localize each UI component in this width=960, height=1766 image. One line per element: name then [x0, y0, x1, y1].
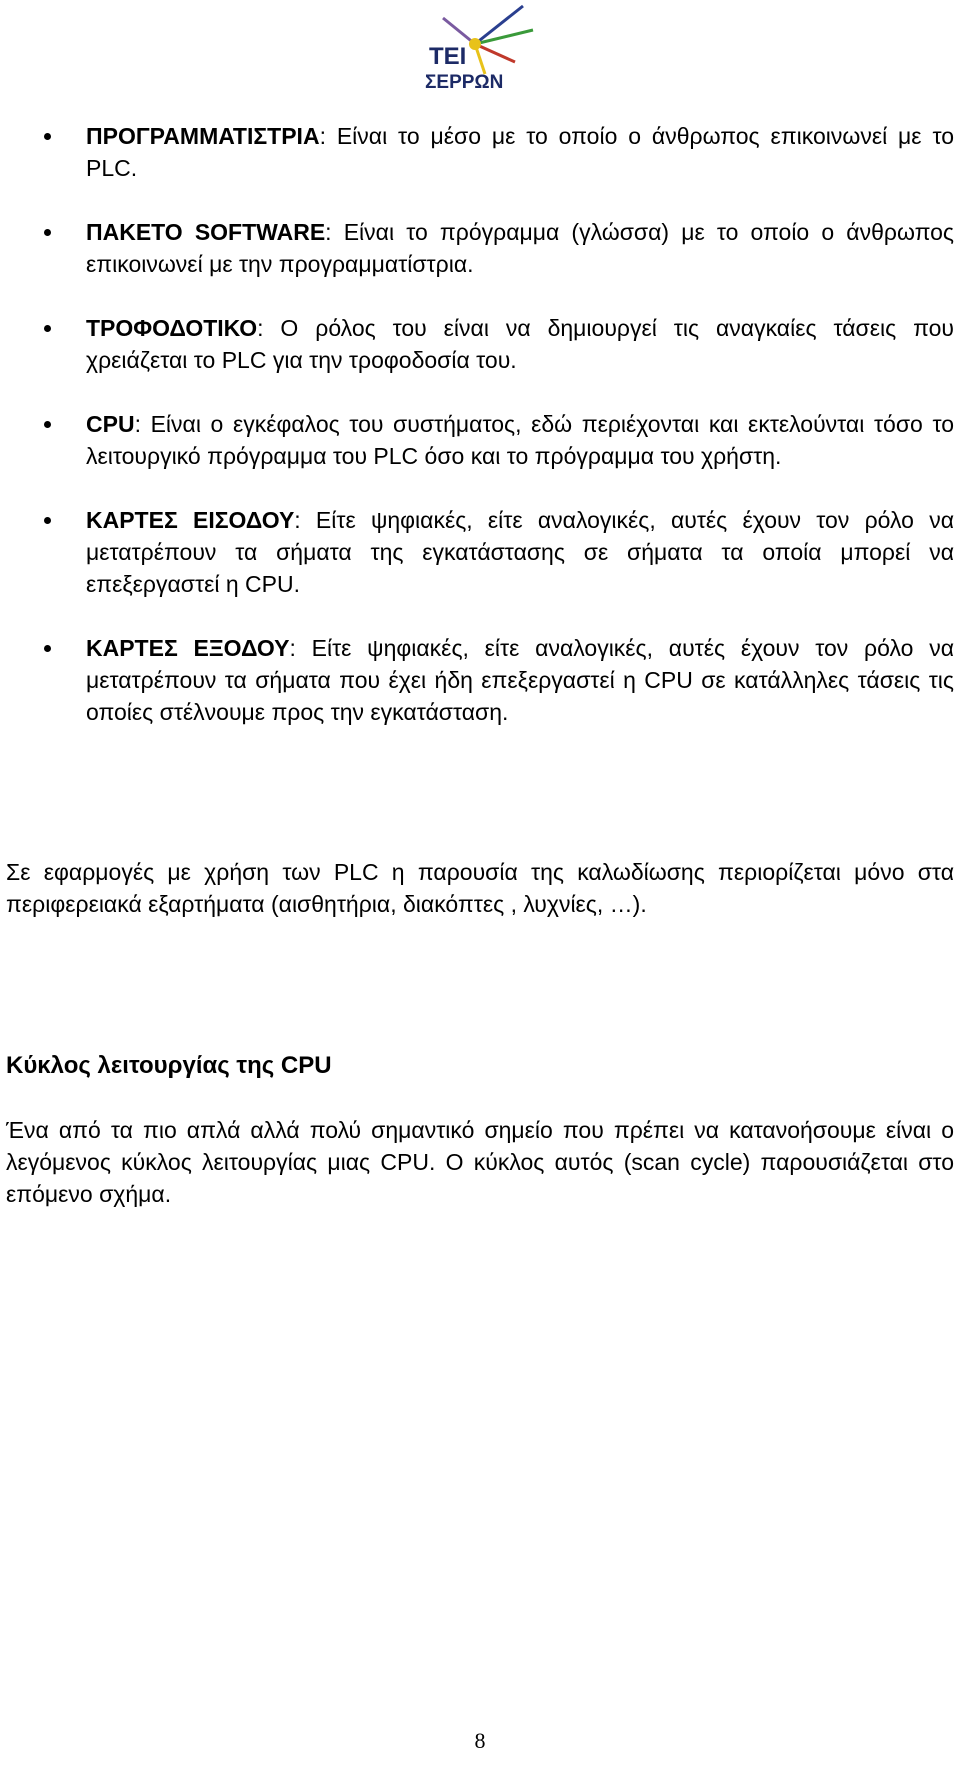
bullet-item — [0, 408, 960, 472]
logo-text-tei: ΤΕΙ — [429, 43, 467, 70]
bullet-term: ΚΑΡΤΕΣ ΕΞΟΔΟΥ — [86, 635, 290, 661]
page-number: 8 — [474, 1728, 486, 1753]
bullet-term: ΤΡΟΦΟΔΟΤΙΚΟ — [86, 315, 258, 341]
bullet-text: : Είτε ψηφιακές, είτε αναλογικές, αυτές έχουν τον ρόλο να μετατρέπουν τα σήματα της εγκατάστασης σε σήματα τα οποία μπορεί να επεξεργαστεί η CPU. — [86, 507, 954, 597]
bullet-text: : Είναι ο εγκέφαλος του συστήματος, εδώ περιέχονται και εκτελούνται τόσο το λειτουργικό πρόγραμμα του PLC όσο και το πρόγραμμα του χρήστη. — [86, 411, 954, 469]
bullet-text: : Ο ρόλος του είναι να δημιουργεί τις αναγκαίες τάσεις που χρειάζεται το PLC για την τροφοδοσία του. — [86, 315, 954, 373]
bullet-term: ΚΑΡΤΕΣ ΕΙΣΟΔΟΥ — [86, 507, 295, 533]
bullet-text: : Είναι το πρόγραμμα (γλώσσα) με το οποίο ο άνθρωπος επικοινωνεί με την προγραμματίστρια. — [86, 219, 955, 277]
scan-cycle-paragraph: Ένα από τα πιο απλά αλλά πολύ σημαντικό σημείο που πρέπει να κατανοήσουμε είναι ο λεγόμενος κύκλος λειτουργίας μιας CPU. Ο κύκλος αυτός (scan cycle) παρουσιάζεται στο επόμενο σχήμα. — [6, 1117, 954, 1207]
logo-text-serron: ΣΕΡΡΩΝ — [425, 72, 504, 93]
bullet-dot-icon — [44, 421, 51, 428]
bullet-term: ΠΑΚΕΤΟ SOFTWARE — [86, 219, 326, 245]
bullet-dot-icon — [44, 517, 51, 524]
wiring-paragraph: Σε εφαρμογές με χρήση των PLC η παρουσία της καλωδίωσης περιορίζεται μόνο στα περιφερειακά εξαρτήματα (αισθητήρια, διακόπτες , λυχνίες, …). — [6, 859, 954, 917]
tei-serron-logo — [415, 4, 535, 96]
bullet-text: : Είτε ψηφιακές, είτε αναλογικές, αυτές έχουν τον ρόλο να μετατρέπουν τα σήματα που έχει ήδη επεξεργαστεί η CPU σε κατάλληλες τάσεις τις οποίες στέλνουμε προς την εγκατάσταση. — [86, 635, 954, 725]
bullet-term: ΠΡΟΓΡΑΜΜΑΤΙΣΤΡΙΑ — [86, 123, 320, 149]
bullet-item — [0, 504, 960, 600]
bullet-dot-icon — [44, 229, 51, 236]
bullet-item — [0, 216, 960, 280]
bullet-item — [0, 120, 960, 184]
bullet-term: CPU — [86, 411, 135, 437]
section-heading: Κύκλος λειτουργίας της CPU — [6, 1052, 332, 1079]
bullet-item — [0, 632, 960, 728]
bullet-dot-icon — [44, 133, 51, 140]
bullet-dot-icon — [44, 325, 51, 332]
bullet-dot-icon — [44, 645, 51, 652]
bullet-item — [0, 312, 960, 376]
bullet-text: : Είναι το μέσο με το οποίο ο άνθρωπος επικοινωνεί με το PLC. — [86, 123, 954, 181]
component-bullet-list — [0, 120, 960, 760]
